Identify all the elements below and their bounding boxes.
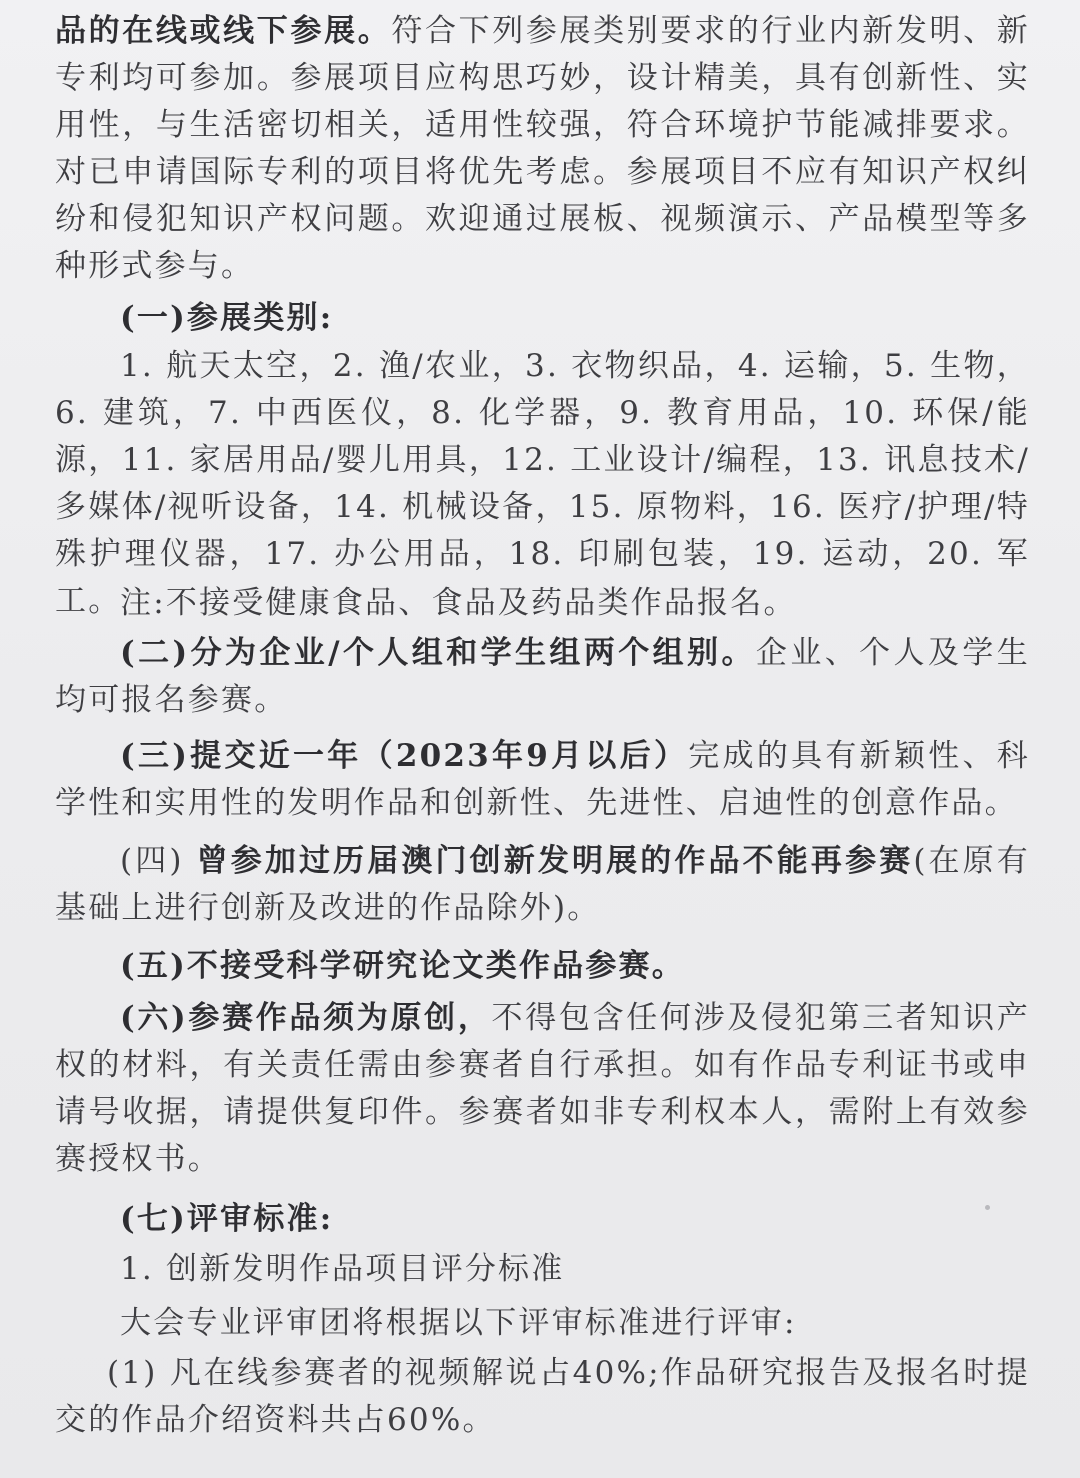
intro-bold-lead: 品的在线或线下参展。 <box>55 13 392 49</box>
section-2-paragraph <box>55 630 1030 724</box>
section-1-heading: (一)参展类别: <box>120 300 334 336</box>
section-6-text: 不得包含任何涉及侵犯第三者知识产权的材料，有关责任需由参赛者自行承担。如有作品专利证书或申请号收据，请提供复印件。参赛者如非专利权本人，需附上有效参赛授权书。 <box>55 1000 1031 1177</box>
section-7-criterion-1: (1) 凡在线参赛者的视频解说占40%;作品研究报告及报名时提交的作品介绍资料共占60%。 <box>55 1355 1030 1438</box>
section-4-prefix: (四) <box>120 843 197 879</box>
section-3-paragraph <box>55 733 1030 827</box>
paper-speck <box>985 1205 990 1210</box>
section-6-bold: (六)参赛作品须为原创， <box>120 1000 492 1036</box>
intro-paragraph <box>55 8 1030 290</box>
section-7-item-1: 1. 创新发明作品项目评分标准 <box>120 1251 565 1287</box>
section-6-paragraph <box>55 995 1030 1183</box>
section-3-bold: (三)提交近一年（2023年9月以后） <box>120 738 689 774</box>
section-7-intro: 大会专业评审团将根据以下评审标准进行评审: <box>120 1305 797 1341</box>
section-3-text: 完成的具有新颖性、科学性和实用性的发明作品和创新性、先进性、启迪性的创意作品。 <box>55 738 1031 821</box>
section-4-bold: 曾参加过历届澳门创新发明展的作品不能再参赛 <box>196 843 914 879</box>
intro-text: 符合下列参展类别要求的行业内新发明、新专利均可参加。参展项目应构思巧妙，设计精美，具有创新性、实用性，与生活密切相关，适用性较强，符合环境护节能减排要求。对已申请国际专利的项目将优先考虑。参展项目不应有知识产权纠纷和侵犯知识产权问题。欢迎通过展板、视频演示、产品模型等多种形式参与。 <box>55 13 1030 284</box>
section-4-paragraph <box>55 838 1030 932</box>
section-2-text: 企业、个人及学生均可报名参赛。 <box>55 635 1030 718</box>
note-paragraph: 注:不接受健康食品、食品及药品类作品报名。 <box>120 585 797 621</box>
section-7-heading: (七)评审标准: <box>120 1201 334 1237</box>
section-5-paragraph: (五)不接受科学研究论文类作品参赛。 <box>120 948 685 984</box>
section-4-text: (在原有基础上进行创新及改进的作品除外)。 <box>55 843 1031 926</box>
section-2-bold: (二)分为企业/个人组和学生组两个组别。 <box>120 635 756 671</box>
categories-paragraph: 1. 航天太空，2. 渔/农业，3. 衣物织品，4. 运输，5. 生物，6. 建筑，7. 中西医仪，8. 化学器，9. 教育用品，10. 环保/能源，11. 家居用品/婴儿用具，12. 工业设计/编程，13. 讯息技术/多媒体/视听设备，14. 机械设备，15. 原物料，16. 医疗/护理/特殊护理仪器，17. 办公用品，18. 印刷包装，19. 运动，20. 军工。 <box>55 348 1030 619</box>
